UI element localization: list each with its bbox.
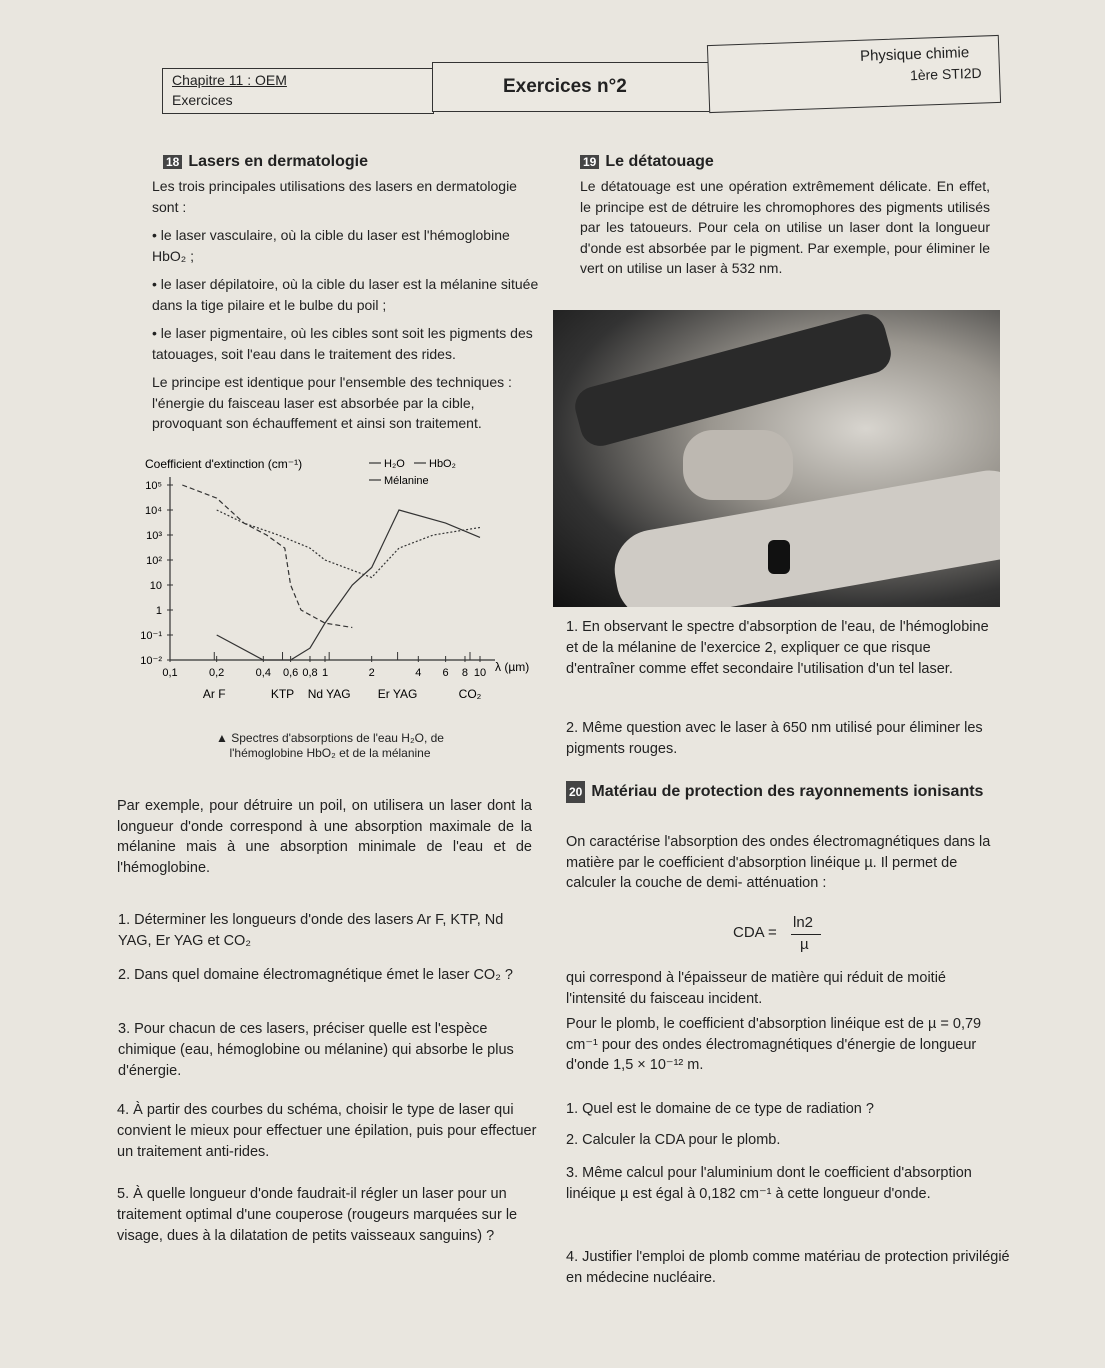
photo-arm (608, 464, 1000, 607)
ex18-bullet-1: • le laser vasculaire, où la cible du laser est l'hémoglobine HbO₂ ; (152, 227, 510, 264)
ex19-number: 19 (580, 155, 599, 169)
exercises-label: Exercices (172, 92, 233, 108)
ex18-principle: Le principe est identique pour l'ensemble des techniques : l'énergie du faisceau laser est absorbée par la cible, provoquant son échauffement et ainsi son traitement. (152, 374, 512, 431)
y-tick-label: 1 (155, 605, 162, 617)
formula-denominator: µ (800, 936, 809, 953)
laser-label: KTP (270, 687, 295, 701)
legend-hbo2: HbO₂ (429, 458, 456, 470)
laser-label: Ar F (202, 687, 226, 701)
ex20-lead: Pour le plomb, le coefficient d'absorption linéique est de µ = 0,79 cm⁻¹ pour des ondes électromagnétiques d'énergie de longueur d'onde 1,5 × 10⁻¹² m. (566, 1016, 982, 1073)
ex20-question-4: 4. Justifier l'emploi de plomb comme matériau de protection privilégié en médecine nucléaire. (566, 1249, 1010, 1286)
x-tick-label: 6 (442, 667, 449, 679)
y-tick-label: 10³ (146, 530, 162, 542)
ex20-question-3: 3. Même calcul pour l'aluminium dont le coefficient d'absorption linéique µ est égal à 0,182 cm⁻¹ à cette longueur d'onde. (566, 1165, 972, 1202)
ex20-question-2: 2. Calculer la CDA pour le plomb. (566, 1132, 781, 1148)
chart-caption: ▲ Spectres d'absorptions de l'eau H₂O, de l'hémoglobine HbO₂ et de la mélanine (216, 731, 444, 760)
ex18-question-3: 3. Pour chacun de ces lasers, préciser quelle est l'espèce chimique (eau, hémoglobine ou mélanine) qui absorbe le plus d'énergie. (118, 1021, 514, 1079)
ex20-title-text: Matériau de protection des rayonnements ionisants (591, 783, 984, 800)
y-tick-label: 10⁻² (140, 655, 162, 667)
chart-axes (140, 477, 495, 679)
x-tick-label: 2 (368, 667, 375, 679)
y-tick-label: 10⁻¹ (140, 630, 162, 642)
x-tick-label: 4 (415, 667, 422, 679)
ex19-question-1: 1. En observant le spectre d'absorption de l'eau, de l'hémoglobine et de la mélanine de l'exercice 2, expliquer ce que risque d'entraîner comme effet secondaire l'utilisation d'un tel laser. (566, 619, 989, 677)
chart-legend (369, 458, 456, 487)
y-tick-label: 10 (149, 580, 162, 592)
y-tick-label: 10⁴ (145, 505, 162, 517)
chart-lasers (203, 652, 482, 701)
x-tick-label: 10 (473, 667, 487, 679)
ex18-bullet-2: • le laser dépilatoire, où la cible du laser est la mélanine située dans la tige pilaire et le bulbe du poil ; (152, 276, 539, 313)
ex18-question-2: 2. Dans quel domaine électromagnétique émet le laser CO₂ ? (118, 967, 513, 983)
formula-numerator: ln2 (793, 914, 814, 931)
ex18-number: 18 (163, 155, 182, 169)
series-line-2 (217, 510, 480, 578)
ex18-bullet-3: • le laser pigmentaire, où les cibles sont soit les pigments des tatouages, soit l'eau dans le traitement des rides. (152, 325, 533, 362)
absorption-chart (125, 450, 545, 720)
x-tick-label: 0,2 (209, 667, 225, 679)
series-line-0 (217, 510, 480, 660)
laser-label: Er YAG (377, 687, 418, 701)
chart-title: Coefficient d'extinction (cm⁻¹) (145, 457, 303, 471)
laser-label: CO₂ (458, 687, 482, 701)
ex18-question-5: 5. À quelle longueur d'onde faudrait-il régler un laser pour un traitement optimal d'une couperose (rougeurs marquées sur le visage, dues à la dilatation de petits vaisseaux sanguins) ? (117, 1186, 518, 1244)
ex20-after-formula: qui correspond à l'épaisseur de matière qui réduit de moitié l'intensité du faisceau incident. (566, 970, 946, 1007)
ex19-question-2: 2. Même question avec le laser à 650 nm utilisé pour éliminer les pigments rouges. (566, 720, 983, 757)
ex20-text: On caractérise l'absorption des ondes électromagnétiques dans la matière par le coefficient d'absorption linéique µ. Il permet de calculer la couche de demi- atténuation : (566, 834, 991, 891)
photo-hand (683, 430, 793, 500)
ex19-title (580, 153, 714, 171)
ex19-title-text: Le détatouage (605, 153, 714, 170)
ex20-question-1: 1. Quel est le domaine de ce type de radiation ? (566, 1101, 874, 1117)
ex20-number: 20 (566, 781, 585, 803)
chapter-label: Chapitre 11 : OEM (172, 72, 287, 88)
x-axis-label: λ (µm) (495, 660, 530, 674)
level-label: 1ère STI2D (909, 64, 982, 84)
photo-watch (768, 540, 790, 574)
legend-melanine: Mélanine (384, 475, 429, 487)
ex18-title (163, 153, 368, 171)
y-tick-label: 10² (146, 555, 162, 567)
x-tick-label: 8 (461, 667, 469, 679)
ex18-after-chart: Par exemple, pour détruire un poil, on utilisera un laser dont la longueur d'onde correspond à une absorption maximale de la mélanine mais à une absorption minimale de l'eau et de l'hémoglobine. (117, 798, 532, 876)
subject-label: Physique chimie (859, 44, 970, 65)
ex18-intro: Les trois principales utilisations des lasers en dermatologie sont : (152, 178, 517, 215)
page-title: Exercices n°2 (503, 76, 627, 97)
chart-series (182, 485, 480, 660)
legend-h2o: H₂O (384, 458, 405, 470)
ex18-title-text: Lasers en dermatologie (188, 153, 368, 170)
ex19-text: Le détatouage est une opération extrêmement délicate. En effet, le principe est de détruire les chromophores des pigments utilisés par les tatoueurs. Pour cela on utilise un laser dont la longueur d'onde est absorbée par le pigment. Par exemple, pour éliminer le vert on utilise un laser à 532 nm. (580, 178, 990, 276)
tattoo-removal-photo (553, 310, 1000, 607)
x-tick-label: 0,6 (282, 667, 299, 679)
ex18-intro-block (152, 176, 545, 434)
laser-label: Nd YAG (307, 687, 351, 701)
x-tick-label: 1 (321, 667, 329, 679)
x-tick-label: 0,1 (162, 667, 178, 679)
ex18-question-1: 1. Déterminer les longueurs d'onde des lasers Ar F, KTP, Nd YAG, Er YAG et CO₂ (118, 912, 504, 949)
ex20-title (566, 781, 986, 803)
formula-bar (791, 934, 821, 935)
x-tick-label: 0,4 (255, 667, 271, 679)
y-tick-label: 10⁵ (145, 480, 162, 492)
formula-left: CDA = (733, 924, 777, 941)
x-tick-label: 0,8 (302, 667, 318, 679)
series-line-1 (182, 485, 352, 628)
ex18-question-4: 4. À partir des courbes du schéma, choisir le type de laser qui convient le mieux pour effectuer une épilation, puis pour effectuer un traitement anti-rides. (117, 1102, 537, 1160)
